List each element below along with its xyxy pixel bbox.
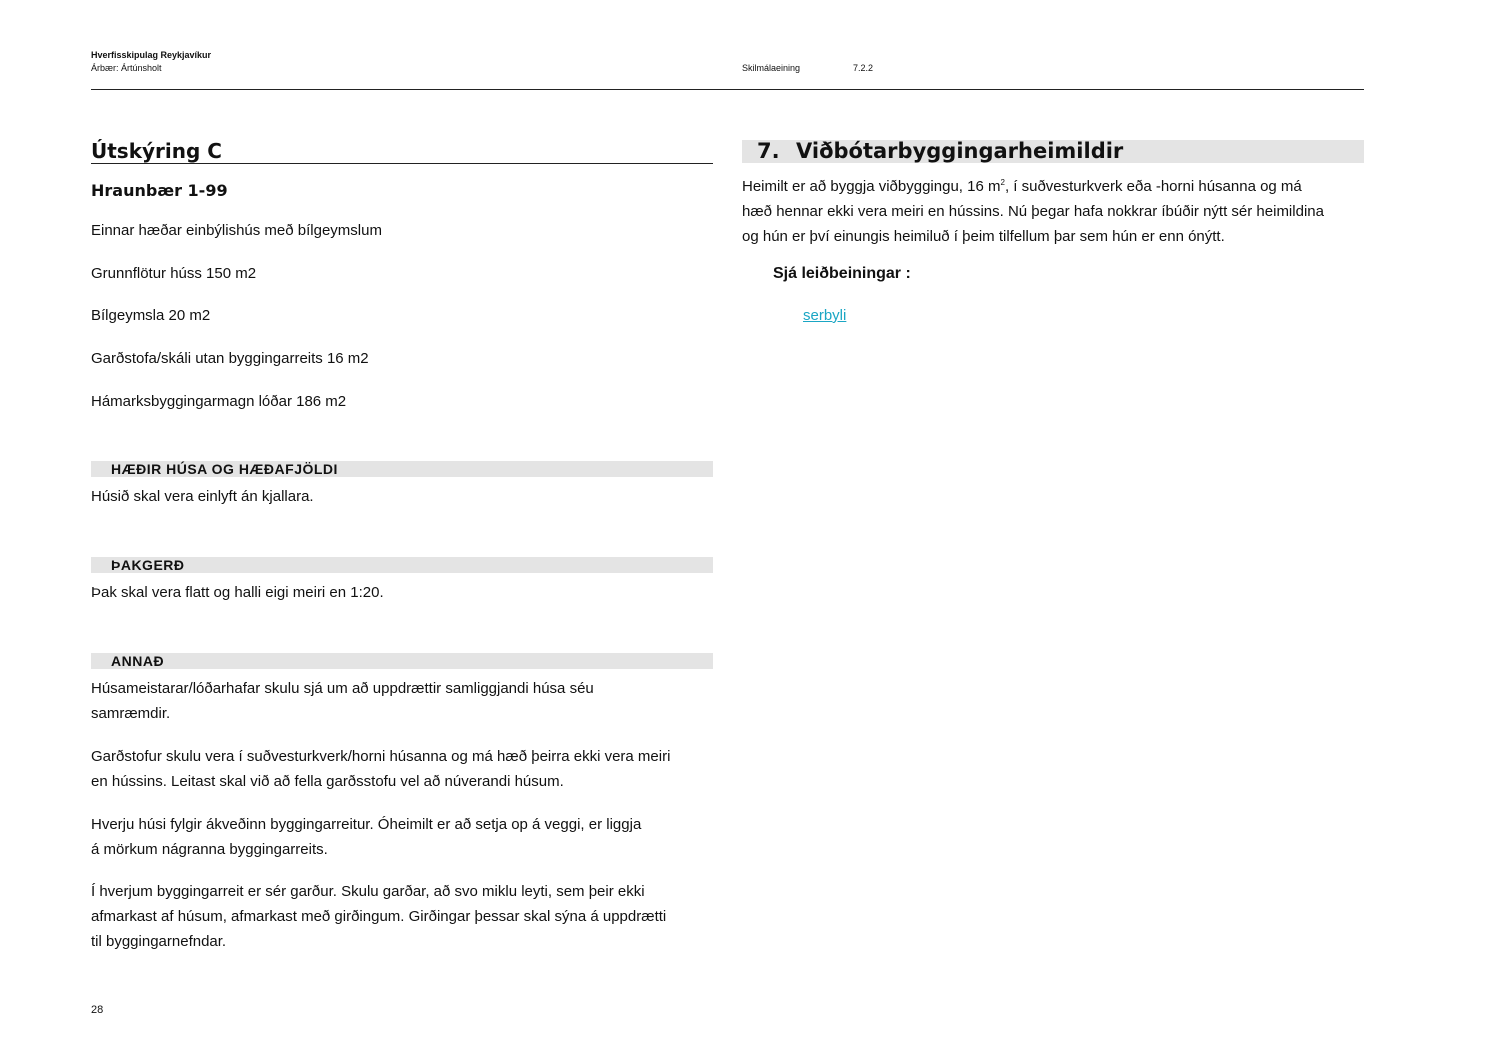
- fact-line: Bílgeymsla 20 m2: [91, 307, 211, 324]
- page-number: 28: [91, 1004, 104, 1016]
- additional-building-paragraph: Heimilt er að byggja viðbyggingu, 16 $m^2$, í suðvesturkverk eða -horni húsanna og má hæð hennar ekki vera meiri en hússins. Nú þegar hafa nokkrar íbúðir nýtt sér heimildina og hún er því einungis heimiluð í þeim tilfellum þar sem hún er enn ónýtt.: [742, 178, 1324, 245]
- left-column: [91, 138, 713, 950]
- section-heading: ANNAÐ: [111, 653, 165, 669]
- guidelines-label: Sjá leiðbeiningar :: [773, 265, 911, 282]
- section-number: 7.2.2: [853, 63, 874, 73]
- fact-line: Einnar hæðar einbýlishús með bílgeymslum: [91, 222, 382, 239]
- section-text: Húsið skal vera einlyft án kjallara.: [91, 488, 314, 505]
- section-heading: HÆÐIR HÚSA OG HÆÐAFJÖLDI: [111, 461, 338, 477]
- section-heading-bar: [742, 140, 1364, 163]
- section-heading-band: [91, 461, 713, 477]
- section-heading: ÞAKGERÐ: [111, 557, 185, 573]
- fact-line: Garðstofa/skáli utan byggingarreits 16 m2: [91, 350, 369, 367]
- document-title: Hverfisskipulag Reykjavíkur: [91, 50, 212, 60]
- section-heading-band: [91, 557, 713, 573]
- section-text: Þak skal vera flatt og halli eigi meiri en 1:20.: [91, 584, 384, 601]
- street-subtitle: Hraunbær 1-99: [91, 181, 228, 200]
- fact-line: Hámarksbyggingarmagn lóðar 186 m2: [91, 393, 347, 410]
- explanation-title: Útskýring C: [91, 138, 713, 164]
- section-label: Skilmálaeining: [742, 63, 801, 73]
- paragraph: Hverju húsi fylgir ákveðinn byggingarreitur. Óheimilt er að setja op á veggi, er liggja á mörkum nágranna byggingarreits.: [91, 816, 642, 858]
- paragraph: Í hverjum byggingarreit er sér garður. Skulu garðar, að svo miklu leyti, sem þeir ekki afmarkast af húsum, afmarkast með girðingum. Girðingar þessar skal sýna á uppdrætti til byggingarnefndar.: [91, 883, 667, 950]
- section-heading-number: 7.: [757, 139, 780, 163]
- document-subtitle: Árbær: Ártúnsholt: [91, 63, 162, 73]
- fact-line: Grunnflötur húss 150 m2: [91, 265, 257, 282]
- paragraph: Garðstofur skulu vera í suðvesturkverk/horni húsanna og má hæð þeirra ekki vera meiri en hússins. Leitast skal við að fella garðsstofu vel að núverandi húsum.: [91, 748, 671, 790]
- right-column: [742, 140, 1364, 325]
- section-heading-band: [91, 653, 713, 669]
- header-divider: [91, 89, 1364, 90]
- section-text: Húsameistarar/lóðarhafar skulu sjá um að uppdrættir samliggjandi húsa séu samræmdir.: [91, 680, 594, 722]
- serbyli-link[interactable]: serbyli: [803, 307, 847, 324]
- section-heading-title: Viðbótarbyggingarheimildir: [796, 139, 1124, 163]
